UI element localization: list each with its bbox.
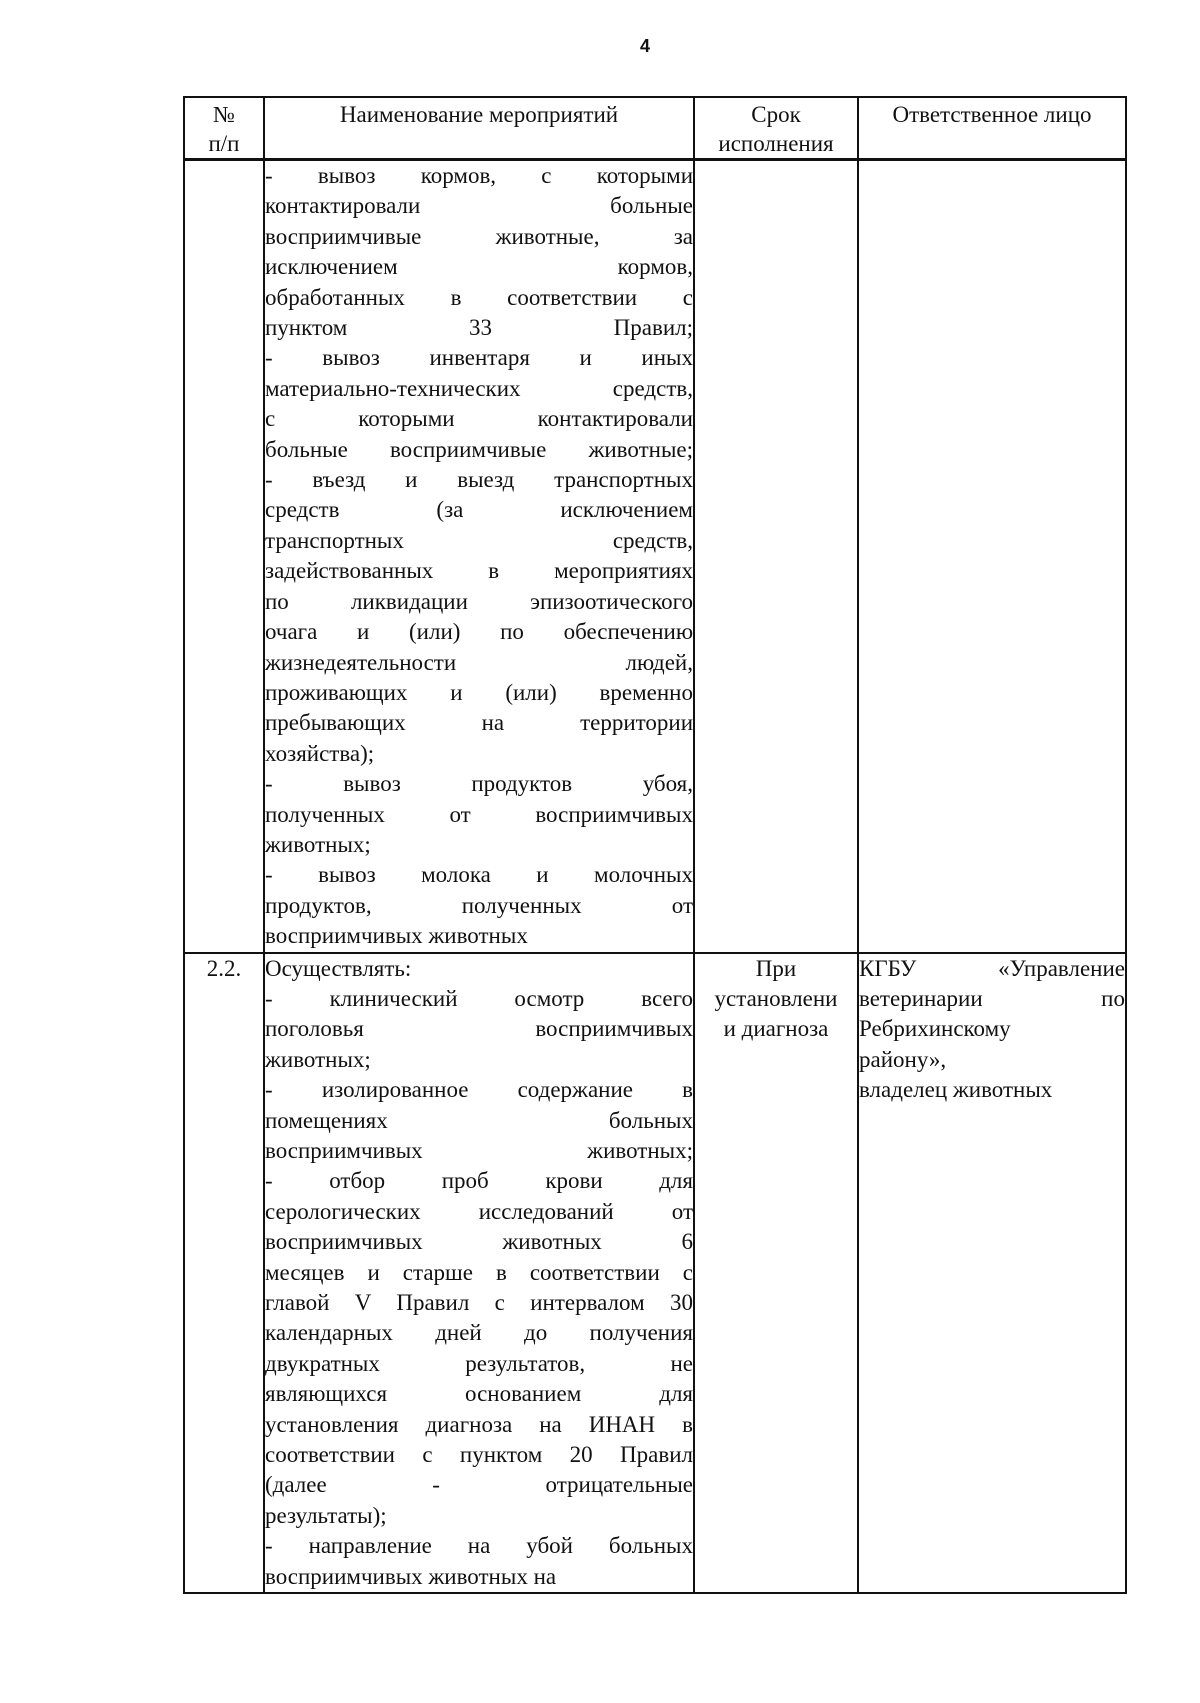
deadline-text-line: При xyxy=(755,955,797,981)
table-row xyxy=(184,953,1126,1594)
measure-text-line: - вывоз продуктов убоя, xyxy=(265,771,693,797)
header-number xyxy=(184,97,264,160)
measure-text-line: пунктом 33 Правил; xyxy=(265,315,693,341)
measure-text-line: месяцев и старше в соответствии с xyxy=(265,1259,693,1285)
row-deadline xyxy=(694,160,858,953)
measure-text-line: очага и (или) по обеспечению xyxy=(265,619,693,645)
measure-text-line: восприимчивых животных xyxy=(265,923,528,949)
measure-text-line: животных; xyxy=(265,1046,371,1072)
measure-text-line: - вывоз кормов, с которыми xyxy=(265,163,693,188)
measure-text-line: средств (за исключением xyxy=(265,497,693,523)
measure-text-line: транспортных средств, xyxy=(265,527,693,553)
measure-text-line: результаты); xyxy=(265,1502,387,1528)
header-number-sign: № xyxy=(213,102,235,127)
measure-text-line: продуктов, полученных от xyxy=(265,892,693,918)
measure-text-line: (далее - отрицательные xyxy=(265,1472,693,1498)
measure-text-line: помещениях больных xyxy=(265,1107,693,1133)
measure-text-line: - отбор проб крови для xyxy=(265,1168,693,1194)
measure-text-line: установления диагноза на ИНАН в xyxy=(265,1411,693,1437)
row-responsible xyxy=(858,160,1126,953)
table-header-row xyxy=(184,97,1126,160)
row-number xyxy=(184,160,264,953)
responsible-text-line: ветеринарии по xyxy=(859,985,1125,1011)
measure-text-line: исключением кормов, xyxy=(265,254,693,280)
measure-text-line: - вывоз инвентаря и иных xyxy=(265,345,693,371)
measure-text-line: хозяйства); xyxy=(265,740,375,766)
measure-text-line: пребывающих на территории xyxy=(265,710,693,736)
header-responsible: Ответственное лицо xyxy=(858,97,1126,160)
header-deadline xyxy=(694,97,858,160)
measure-text-line: - клинический осмотр всего xyxy=(265,985,693,1011)
measure-text-line: материально-технических средств, xyxy=(265,375,693,401)
row-deadline xyxy=(694,953,858,1594)
measure-text-line: полученных от восприимчивых xyxy=(265,801,693,827)
page-number: 4 xyxy=(639,36,650,56)
measure-text-line: по ликвидации эпизоотического xyxy=(265,588,693,614)
measures-table xyxy=(183,96,1127,1594)
header-number-pp: п/п xyxy=(208,131,240,156)
measure-text-line: календарных дней до получения xyxy=(265,1320,693,1346)
measure-text-line: животных; xyxy=(265,831,371,857)
responsible-text-line: КГБУ «Управление xyxy=(859,955,1125,981)
measure-text-line: жизнедеятельности людей, xyxy=(265,649,693,675)
header-deadline-line2: исполнения xyxy=(718,131,834,156)
measure-text-line: больные восприимчивые животные; xyxy=(265,436,693,462)
measure-text-line: восприимчивых животных 6 xyxy=(265,1229,693,1255)
responsible-text-line: владелец животных xyxy=(859,1077,1053,1103)
measure-text-line: поголовья восприимчивых xyxy=(265,1016,693,1042)
deadline-text-line: и диагноза xyxy=(723,1016,829,1042)
measure-text-line: восприимчивых животных на xyxy=(265,1563,557,1589)
deadline-text-line: установлени xyxy=(714,985,838,1011)
measure-text-line: - вывоз молока и молочных xyxy=(265,862,693,888)
measure-text-line: - въезд и выезд транспортных xyxy=(265,467,693,493)
header-deadline-line1: Срок xyxy=(751,102,801,127)
row-measure-name xyxy=(264,160,694,953)
measure-text-line: Осуществлять: xyxy=(265,955,412,981)
responsible-text-line: району», xyxy=(859,1046,947,1072)
measure-text-line: проживающих и (или) временно xyxy=(265,679,693,705)
measure-text-line: являющихся основанием для xyxy=(265,1381,693,1407)
measure-text-line: - направление на убой больных xyxy=(265,1533,693,1559)
measure-text-line: с которыми контактировали xyxy=(265,406,693,432)
table-row xyxy=(184,160,1126,953)
responsible-text-line: Ребрихинскому xyxy=(859,1016,1011,1042)
header-name: Наименование мероприятий xyxy=(264,97,694,160)
measure-text-line: соответствии с пунктом 20 Правил xyxy=(265,1442,693,1468)
measure-text-line: контактировали больные xyxy=(265,193,693,219)
measure-text-line: двукратных результатов, не xyxy=(265,1350,693,1376)
row-measure-name xyxy=(264,953,694,1594)
measure-text-line: обработанных в соответствии с xyxy=(265,284,693,310)
measure-text-line: задействованных в мероприятиях xyxy=(265,558,693,584)
row-number: 2.2. xyxy=(184,953,264,1594)
row-responsible xyxy=(858,953,1126,1594)
measure-text-line: восприимчивых животных; xyxy=(265,1138,693,1163)
table-body xyxy=(184,160,1126,1594)
measure-text-line: - изолированное содержание в xyxy=(265,1077,693,1103)
measure-text-line: серологических исследований от xyxy=(265,1198,693,1224)
measure-text-line: главой V Правил с интервалом 30 xyxy=(265,1290,693,1316)
measure-text-line: восприимчивые животные, за xyxy=(265,223,693,249)
